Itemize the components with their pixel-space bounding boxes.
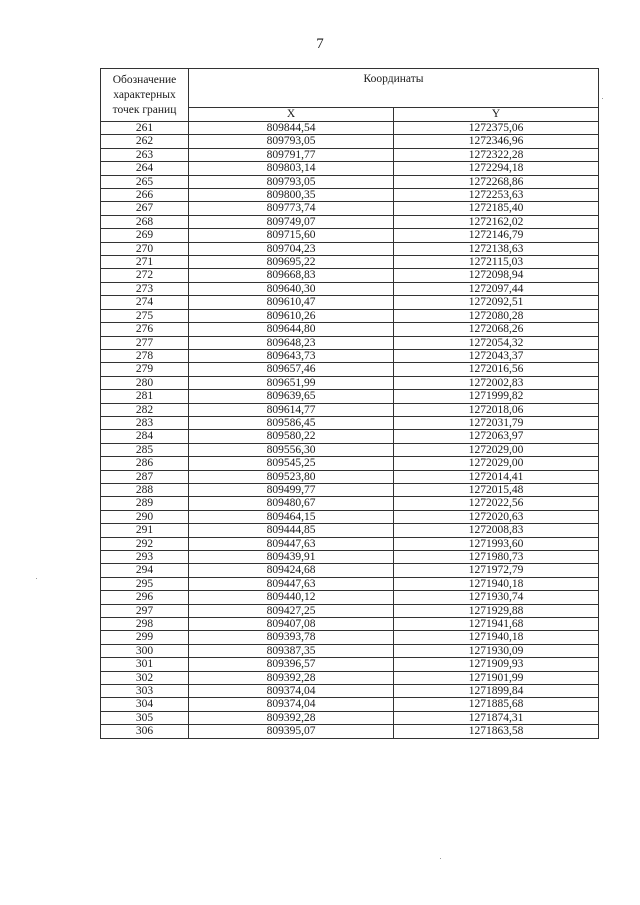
cell-y: 1272063,97 [394,430,599,443]
cell-point: 279 [101,363,189,376]
cell-x: 809614,77 [189,403,394,416]
cell-point: 290 [101,510,189,523]
scan-speck [440,858,441,859]
cell-point: 286 [101,457,189,470]
table-row [101,390,599,403]
cell-x: 809392,28 [189,711,394,724]
cell-x: 809444,85 [189,524,394,537]
cell-x: 809668,83 [189,269,394,282]
cell-y: 1272018,06 [394,403,599,416]
cell-point: 285 [101,443,189,456]
cell-y: 1271941,68 [394,618,599,631]
cell-x: 809644,80 [189,323,394,336]
cell-point: 301 [101,658,189,671]
table-row [101,215,599,228]
cell-y: 1272185,40 [394,202,599,215]
cell-point: 283 [101,416,189,429]
table-row [101,631,599,644]
cell-x: 809715,60 [189,229,394,242]
cell-point: 261 [101,122,189,135]
cell-x: 809800,35 [189,189,394,202]
cell-y: 1271899,84 [394,685,599,698]
cell-point: 263 [101,148,189,161]
table-row [101,711,599,724]
table-row [101,537,599,550]
table-row [101,309,599,322]
table-row [101,564,599,577]
cell-x: 809447,63 [189,577,394,590]
cell-x: 809657,46 [189,363,394,376]
table-header [101,69,599,122]
cell-y: 1272097,44 [394,282,599,295]
cell-y: 1272054,32 [394,336,599,349]
cell-y: 1271901,99 [394,671,599,684]
cell-point: 276 [101,323,189,336]
table-row [101,524,599,537]
cell-x: 809439,91 [189,551,394,564]
table-row [101,685,599,698]
table-row [101,296,599,309]
cell-x: 809580,22 [189,430,394,443]
table-row [101,604,599,617]
cell-point: 297 [101,604,189,617]
table-row [101,122,599,135]
cell-point: 284 [101,430,189,443]
table-row [101,175,599,188]
cell-point: 291 [101,524,189,537]
table-row [101,256,599,269]
cell-y: 1271940,18 [394,577,599,590]
cell-point: 275 [101,309,189,322]
cell-point: 282 [101,403,189,416]
table-row [101,202,599,215]
cell-x: 809749,07 [189,215,394,228]
table-row [101,269,599,282]
cell-y: 1271993,60 [394,537,599,550]
cell-y: 1272002,83 [394,376,599,389]
cell-x: 809480,67 [189,497,394,510]
cell-x: 809523,80 [189,470,394,483]
cell-x: 809556,30 [189,443,394,456]
table-row [101,618,599,631]
table-row [101,162,599,175]
cell-point: 264 [101,162,189,175]
cell-point: 271 [101,256,189,269]
table-row [101,242,599,255]
cell-x: 809447,63 [189,537,394,550]
cell-y: 1272268,86 [394,175,599,188]
cell-y: 1271980,73 [394,551,599,564]
cell-point: 273 [101,282,189,295]
table-row [101,671,599,684]
cell-point: 270 [101,242,189,255]
cell-y: 1272115,03 [394,256,599,269]
header-point-designation: Обозначение характерных точек границ [101,69,189,122]
table-row [101,403,599,416]
table-row [101,457,599,470]
cell-point: 269 [101,229,189,242]
cell-y: 1272294,18 [394,162,599,175]
table-row [101,698,599,711]
cell-y: 1272092,51 [394,296,599,309]
cell-x: 809395,07 [189,725,394,738]
cell-y: 1271940,18 [394,631,599,644]
cell-y: 1271909,93 [394,658,599,671]
cell-y: 1272098,94 [394,269,599,282]
cell-y: 1272138,63 [394,242,599,255]
table-row [101,658,599,671]
cell-point: 292 [101,537,189,550]
cell-x: 809643,73 [189,349,394,362]
cell-point: 280 [101,376,189,389]
cell-point: 304 [101,698,189,711]
cell-x: 809773,74 [189,202,394,215]
table-row [101,497,599,510]
table-row [101,336,599,349]
header-y: Y [394,108,599,122]
cell-x: 809648,23 [189,336,394,349]
cell-x: 809396,57 [189,658,394,671]
cell-y: 1272346,96 [394,135,599,148]
cell-point: 295 [101,577,189,590]
table-row [101,189,599,202]
cell-point: 274 [101,296,189,309]
table-row [101,229,599,242]
cell-point: 289 [101,497,189,510]
cell-y: 1271874,31 [394,711,599,724]
cell-y: 1271930,74 [394,591,599,604]
cell-y: 1272020,63 [394,510,599,523]
cell-x: 809803,14 [189,162,394,175]
cell-y: 1272162,02 [394,215,599,228]
table-row [101,470,599,483]
cell-y: 1272014,41 [394,470,599,483]
cell-y: 1271999,82 [394,390,599,403]
cell-y: 1272375,06 [394,122,599,135]
cell-x: 809793,05 [189,175,394,188]
cell-x: 809424,68 [189,564,394,577]
cell-y: 1271885,68 [394,698,599,711]
cell-y: 1271972,79 [394,564,599,577]
scan-speck [36,578,37,579]
cell-x: 809374,04 [189,685,394,698]
cell-y: 1271863,58 [394,725,599,738]
cell-y: 1272029,00 [394,443,599,456]
cell-y: 1272253,63 [394,189,599,202]
table-body [101,122,599,739]
cell-point: 293 [101,551,189,564]
cell-point: 306 [101,725,189,738]
table-row [101,135,599,148]
cell-point: 287 [101,470,189,483]
scan-speck [602,98,603,99]
cell-point: 277 [101,336,189,349]
table-row [101,725,599,738]
table-row [101,591,599,604]
table-row [101,510,599,523]
cell-point: 288 [101,483,189,496]
table-row [101,323,599,336]
cell-x: 809791,77 [189,148,394,161]
cell-point: 305 [101,711,189,724]
cell-x: 809464,15 [189,510,394,523]
cell-y: 1272322,28 [394,148,599,161]
cell-point: 268 [101,215,189,228]
cell-point: 262 [101,135,189,148]
cell-x: 809393,78 [189,631,394,644]
cell-x: 809374,04 [189,698,394,711]
cell-point: 302 [101,671,189,684]
table-row [101,483,599,496]
cell-point: 267 [101,202,189,215]
cell-point: 296 [101,591,189,604]
cell-x: 809499,77 [189,483,394,496]
cell-point: 265 [101,175,189,188]
cell-x: 809844,54 [189,122,394,135]
cell-y: 1272068,26 [394,323,599,336]
cell-point: 278 [101,349,189,362]
cell-x: 809610,47 [189,296,394,309]
page-number: 7 [316,36,324,52]
cell-y: 1272022,56 [394,497,599,510]
cell-point: 298 [101,618,189,631]
table-row [101,363,599,376]
cell-y: 1271929,88 [394,604,599,617]
cell-point: 299 [101,631,189,644]
cell-x: 809639,65 [189,390,394,403]
cell-y: 1272008,83 [394,524,599,537]
cell-x: 809407,08 [189,618,394,631]
cell-y: 1272043,37 [394,349,599,362]
cell-x: 809427,25 [189,604,394,617]
cell-x: 809651,99 [189,376,394,389]
cell-point: 303 [101,685,189,698]
header-x: X [189,108,394,122]
table-row [101,349,599,362]
table-row [101,282,599,295]
table-row [101,644,599,657]
header-coordinates: Координаты [189,69,599,108]
cell-y: 1272080,28 [394,309,599,322]
cell-x: 809392,28 [189,671,394,684]
cell-y: 1272029,00 [394,457,599,470]
cell-point: 300 [101,644,189,657]
cell-x: 809387,35 [189,644,394,657]
coordinates-table [100,68,599,739]
table-row [101,148,599,161]
cell-point: 281 [101,390,189,403]
cell-x: 809793,05 [189,135,394,148]
cell-point: 266 [101,189,189,202]
cell-x: 809545,25 [189,457,394,470]
cell-x: 809610,26 [189,309,394,322]
table-row [101,430,599,443]
table-row [101,577,599,590]
cell-y: 1272146,79 [394,229,599,242]
table-row [101,416,599,429]
cell-point: 272 [101,269,189,282]
table-row [101,551,599,564]
table-row [101,376,599,389]
cell-y: 1271930,09 [394,644,599,657]
cell-x: 809440,12 [189,591,394,604]
cell-y: 1272015,48 [394,483,599,496]
cell-y: 1272031,79 [394,416,599,429]
cell-x: 809586,45 [189,416,394,429]
cell-y: 1272016,56 [394,363,599,376]
cell-x: 809695,22 [189,256,394,269]
cell-x: 809704,23 [189,242,394,255]
cell-x: 809640,30 [189,282,394,295]
cell-point: 294 [101,564,189,577]
table-row [101,443,599,456]
